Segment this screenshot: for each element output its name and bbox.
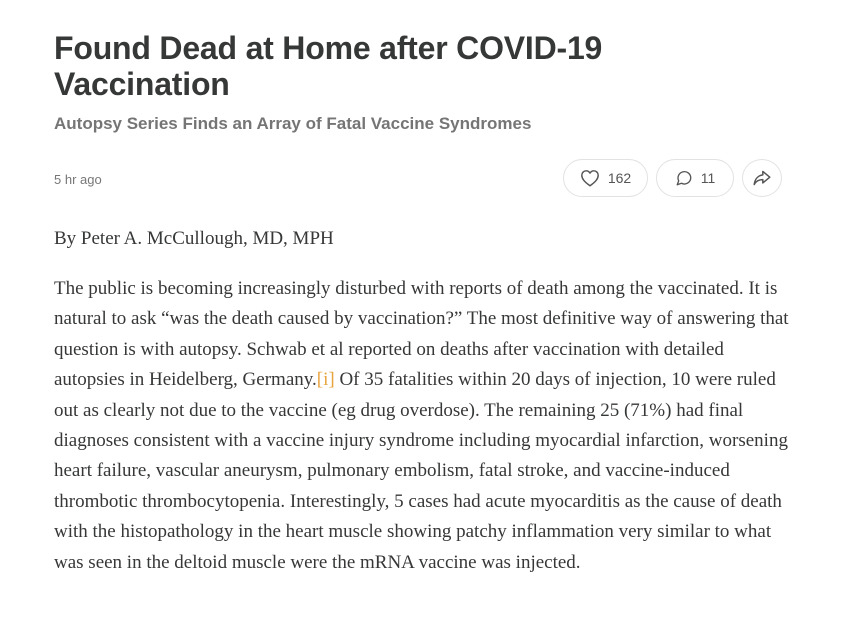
comment-bubble-icon: [675, 169, 693, 187]
share-arrow-icon: [752, 169, 772, 187]
article-title: Found Dead at Home after COVID-19 Vaccination: [54, 30, 603, 102]
body-text-part-2: Of 35 fatalities within 20 days of injection, 10 were ruled out as clearly not due to the vaccine (eg drug overdose). The remaining 25 (71%) had final diagnoses consistent with a vaccine injury syndrome including myocardial infarction, worsening heart failure, vascular aneurysm, pulmonary embolism, fatal stroke, and vaccine-induced thrombotic thrombocytopenia. Interestingly, 5 cases had acute myocarditis as the cause of death with the histopathology in the heart muscle showing patchy inflammation very similar to what was seen in the deltoid muscle were the mRNA vaccine was injected.: [54, 369, 788, 573]
share-button[interactable]: [742, 159, 782, 197]
article-subtitle: Autopsy Series Finds an Array of Fatal Vaccine Syndromes: [54, 114, 532, 133]
article-byline: By Peter A. McCullough, MD, MPH: [54, 228, 334, 249]
article-body: [54, 274, 789, 578]
comment-button[interactable]: [656, 159, 734, 197]
post-date: 5 hr ago: [54, 172, 102, 187]
like-count: 162: [607, 170, 632, 186]
body-text-part-1: The public is becoming increasingly disturbed with reports of death among the vaccinated. It is natural to ask “was the death caused by vaccination?” The most definitive way of answering that question is with autopsy. Schwab et al reported on deaths after vaccination with detailed autopsies in Heidelberg, Germany.: [54, 278, 789, 391]
like-button[interactable]: [563, 159, 648, 197]
footnote-link[interactable]: [i]: [316, 369, 335, 391]
comment-count: 11: [700, 170, 716, 186]
heart-icon: [580, 169, 600, 187]
